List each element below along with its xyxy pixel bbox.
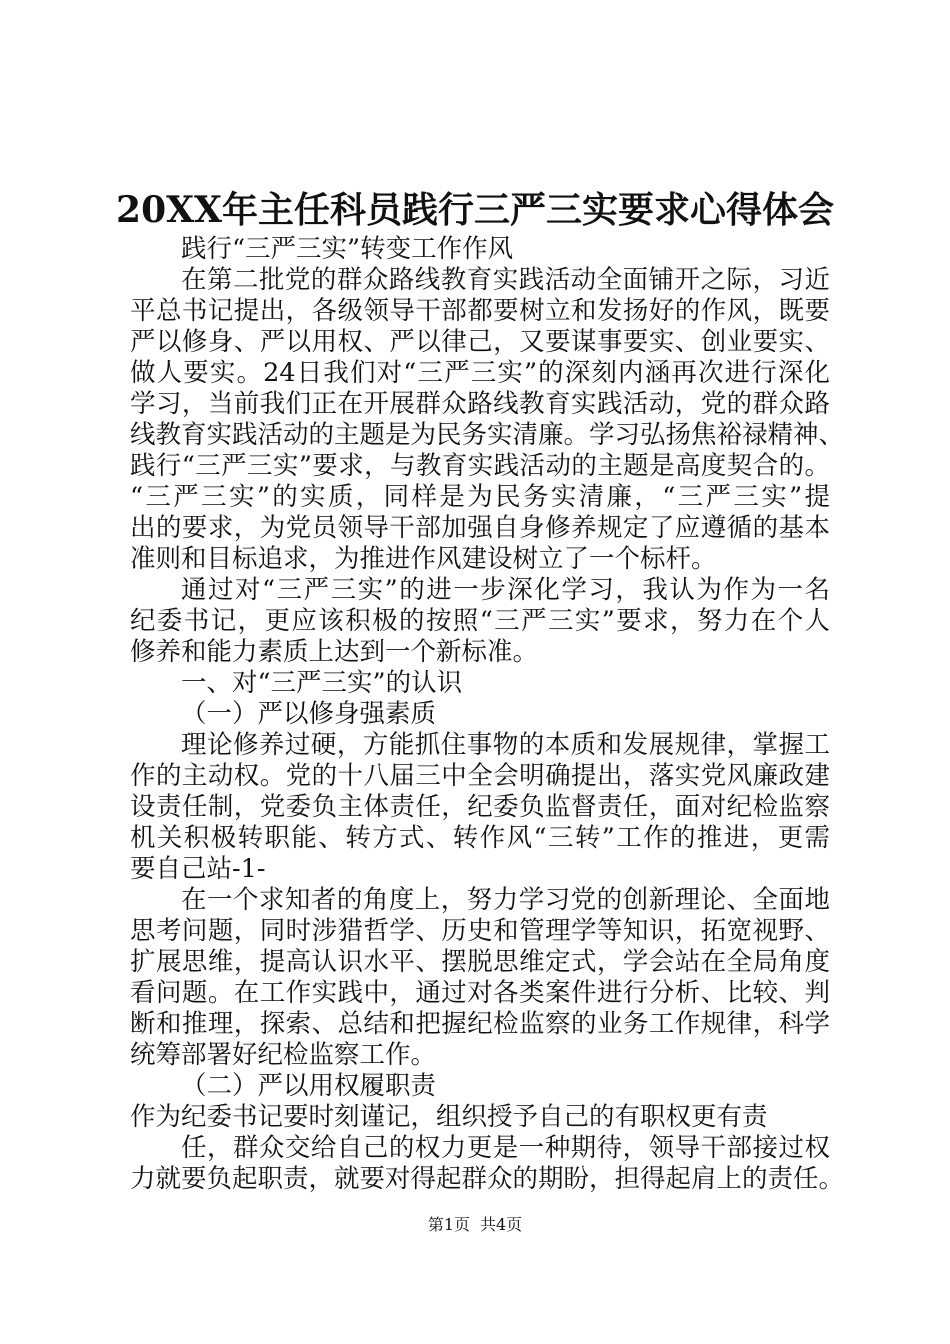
paragraph-line: 机关积极转职能、转方式、转作风“三转”工作的推进，更需 bbox=[130, 823, 830, 853]
paragraph-line: 理论修养过硬，方能抓住事物的本质和发展规律，掌握工 bbox=[181, 730, 830, 760]
page-total: 共4页 bbox=[480, 1215, 523, 1234]
section-heading: 一、对“三严三实”的认识 bbox=[181, 668, 463, 698]
paragraph-line: 在第二批党的群众路线教育实践活动全面铺开之际，习近 bbox=[181, 265, 830, 295]
paragraph-line: 通过对“三严三实”的进一步深化学习，我认为作为一名 bbox=[181, 575, 830, 605]
section-subtitle: 践行“三严三实”转变工作作风 bbox=[181, 234, 514, 264]
paragraph-line: 准则和目标追求，为推进作风建设树立了一个标杆。 bbox=[130, 544, 717, 574]
document-body bbox=[130, 234, 845, 1195]
paragraph-line: 线教育实践活动的主题是为民务实清廉。学习弘扬焦裕禄精神、 bbox=[130, 420, 845, 450]
paragraph-line: 要自己站-1- bbox=[130, 854, 266, 884]
paragraph-line: 纪委书记，更应该积极的按照“三严三实”要求，努力在个人 bbox=[130, 606, 830, 636]
paragraph-line: 统筹部署好纪检监察工作。 bbox=[130, 1040, 437, 1070]
paragraph-line: “三严三实”的实质，同样是为民务实清廉，“三严三实”提 bbox=[130, 482, 830, 512]
paragraph-line: 设责任制，党委负主体责任，纪委负监督责任，面对纪检监察 bbox=[130, 792, 830, 822]
subsection-heading: （二）严以用权履职责 bbox=[181, 1071, 437, 1101]
paragraph-line: 学习，当前我们正在开展群众路线教育实践活动，党的群众路 bbox=[130, 389, 830, 419]
paragraph-line: 严以修身、严以用权、严以律己，又要谋事要实、创业要实、 bbox=[130, 327, 830, 357]
page-footer bbox=[0, 1214, 950, 1236]
page-number: 第1页 bbox=[427, 1215, 470, 1234]
paragraph-line: 扩展思维，提高认识水平、摆脱思维定式，学会站在全局角度 bbox=[130, 947, 830, 977]
page-title: 20XX年主任科员践行三严三实要求心得体会 bbox=[116, 189, 834, 231]
paragraph-line: 平总书记提出，各级领导干部都要树立和发扬好的作风，既要 bbox=[130, 296, 830, 326]
paragraph-line: 作为纪委书记要时刻谨记，组织授予自己的有职权更有责 bbox=[130, 1102, 768, 1132]
paragraph-line: 作的主动权。党的十八届三中全会明确提出，落实党风廉政建 bbox=[130, 761, 830, 791]
paragraph-line: 做人要实。24日我们对“三严三实”的深刻内涵再次进行深化 bbox=[130, 358, 830, 388]
paragraph-line: 力就要负起职责，就要对得起群众的期盼，担得起肩上的责任。 bbox=[130, 1164, 845, 1194]
paragraph-line: 在一个求知者的角度上，努力学习党的创新理论、全面地 bbox=[181, 885, 830, 915]
subsection-heading: （一）严以修身强素质 bbox=[181, 699, 437, 729]
paragraph-line: 出的要求，为党员领导干部加强自身修养规定了应遵循的基本 bbox=[130, 513, 830, 543]
paragraph-line: 修养和能力素质上达到一个新标准。 bbox=[130, 637, 539, 667]
paragraph-line: 断和推理，探索、总结和把握纪检监察的业务工作规律，科学 bbox=[130, 1009, 830, 1039]
paragraph-line: 看问题。在工作实践中，通过对各类案件进行分析、比较、判 bbox=[130, 978, 830, 1008]
paragraph-line: 践行“三严三实”要求，与教育实践活动的主题是高度契合的。 bbox=[130, 451, 830, 481]
paragraph-line: 思考问题，同时涉猎哲学、历史和管理学等知识，拓宽视野、 bbox=[130, 916, 830, 946]
paragraph-line: 任，群众交给自己的权力更是一种期待，领导干部接过权 bbox=[181, 1133, 830, 1163]
